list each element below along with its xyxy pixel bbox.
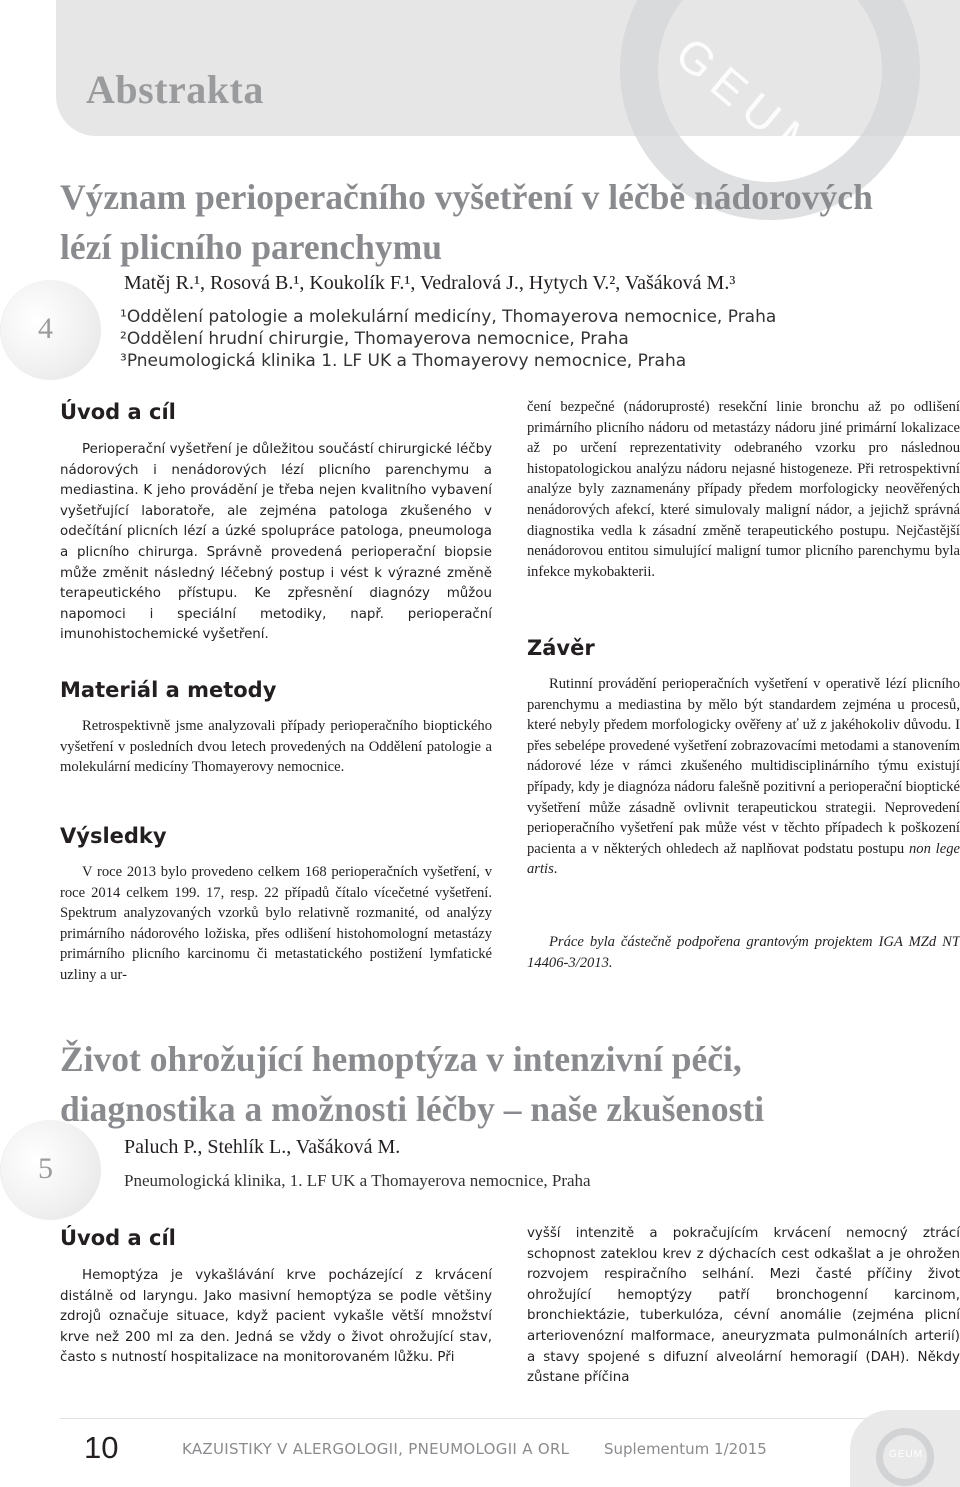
zaver-text: Rutinní provádění perioperačních vyšetření v operativě lézí plicního parenchymu a mediastina by mělo být standardem zejména u procesů, které nebyly předem morfologicky ověřeny ať už z jakéhokoliv důvodu. I přes sebelépe provedené vyšetření zobrazovacími metodami a stanovením nádorové léze v rámci zkušeného multidisciplinárního týmu existují případy, kdy je diagnóza nádoru falešně pozitivní a perioperační bioptické vyšetření může zásadně ovlivnit terapeutickou strategii. Neprovedení perioperačního vyšetření pak může vést v těchto případech k poškození pacienta a v některých ohledech až naplňovat podstatu postupu	[527, 676, 960, 857]
article-number: 4	[38, 312, 53, 345]
article-title-line1: Význam perioperačního vyšetření v léčbě nádorových	[60, 177, 873, 217]
section-heading-vysledky: Výsledky	[60, 824, 167, 848]
article-number-2: 5	[38, 1152, 53, 1185]
article-affiliations	[120, 306, 776, 372]
section-heading-zaver: Závěr	[527, 636, 595, 660]
affiliation-1: ¹Oddělení patologie a molekulární medicíny, Thomayerova nemocnice, Praha	[120, 307, 777, 327]
section-heading-uvod: Úvod a cíl	[60, 400, 176, 424]
article2-affiliation: Pneumologická klinika, 1. LF UK a Thomayerova nemocnice, Praha	[124, 1171, 591, 1190]
section-title: Abstrakta	[86, 67, 264, 112]
journal-name: KAZUISTIKY V ALERGOLOGII, PNEUMOLOGII A ORL	[182, 1440, 570, 1458]
article-title-line2: lézí plicního parenchymu	[60, 227, 442, 267]
affiliation-2: ²Oddělení hrudní chirurgie, Thomayerova nemocnice, Praha	[120, 329, 629, 349]
affiliation-3: ³Pneumologická klinika 1. LF UK a Thomayerovy nemocnice, Praha	[120, 351, 687, 371]
vysledky-continuation: čení bezpečné (nádoruprosté) resekční linie bronchu až po odlišení primárního plicního nádoru od metastázy nádoru jiné primární lokalizace až po určení reprezentativity odebraného vzorku pro následnou histopatologickou analýzu nádoru nejasné histogeneze. Při retrospektivní analýze byly zaznamenány případy předem morfologicky neověřených nenádorových afekcí, které simulovaly maligní nádor, a jejichž správná diagnostika vedla k zásadní změně terapeutického postupu. Nejčastější nenádorovou entitou simulující maligní tumor plicního parenchymu byla infekce mykobakterii.	[527, 399, 960, 580]
zaver-end: .	[553, 861, 558, 878]
article-authors: Matěj R.¹, Rosová B.¹, Koukolík F.¹, Vedralová J., Hytych V.², Vašáková M.³	[124, 272, 736, 294]
watermark-text: GEUM	[665, 26, 836, 182]
footer-divider	[60, 1418, 880, 1419]
zaver-italic: non lege artis	[527, 840, 960, 878]
vysledky-paragraph: V roce 2013 bylo provedeno celkem 168 perioperačních vyšetření, v roce 2014 celkem 199. 17, resp. 22 případů čítalo vícečetné vyšetření. Spektrum analyzovaných vzorků bylo relativně rozmanité, od analýzy primárního nádorového ložiska, přes odlišení histohomologní metastázy primárního plicního karcinomu či metastatického postižení lymfatické uzliny a ur-	[60, 864, 492, 983]
footer-logo-text: GEUM	[889, 1449, 923, 1460]
article2-uvod-continuation: vyšší intenzitě a pokračujícím krvácení nemocný ztrácí schopnost zateklou krev z dýchacích cest odkašlat a je ohrožen rozvojem respiračního selhání. Mezi časté příčiny život ohrožující hemoptýzy patří bronchogenní karcinom, bronchiektázie, tuberkulóza, cévní anomálie (zejména plicní arteriovenózní malformace, aneuryzmata pulmonálních arterií) a stavy spojené s difuzní alveolární hemoragií (DAH). Někdy zůstane příčina	[527, 1226, 960, 1386]
grant-note: Práce byla částečně podpořena grantovým projektem IGA MZd NT 14406-3/2013.	[527, 934, 960, 971]
uvod-paragraph: Perioperační vyšetření je důležitou součástí chirurgické léčby nádorových i nenádorových lézí plicního parenchymu a mediastina. K jeho provádění je třeba nejen kvalitního vybavení vyšetřující laboratoře, ale zejména patologa zkušeného v odečítání plicních lézí a úzké spolupráce patologa, pneumologa a plicního chirurga. Správně provedená perioperační biopsie může změnit následný léčebný postup i vést k výrazné změně terapeutického přístupu. Ke zpřesnění diagnózy můžou napomoci i speciální metodiky, např. perioperační imunohistochemické vyšetření.	[60, 442, 492, 643]
material-paragraph: Retrospektivně jsme analyzovali případy perioperačního bioptického vyšetření v posledních dvou letech provedených na Oddělení patologie a molekulární medicíny Thomayerovy nemocnice.	[60, 718, 492, 776]
section-heading-material: Materiál a metody	[60, 678, 277, 702]
article2-title-line2: diagnostika a možnosti léčby – naše zkušenosti	[60, 1089, 765, 1129]
article2-section-heading-uvod: Úvod a cíl	[60, 1226, 176, 1250]
supplement-label: Suplementum 1/2015	[604, 1440, 767, 1458]
article2-uvod-paragraph: Hemoptýza je vykašlávání krve pocházející z krvácení distálně od laryngu. Jako masivní hemoptýza se podle většiny zdrojů označuje situace, když pacient vykašle větší množství krve než 200 ml za den. Jedná se vždy o život ohrožující stav, často s nutností hospitalizace na monitorovaném lůžku. Při	[60, 1268, 492, 1366]
article2-title-line1: Život ohrožující hemoptýza v intenzivní péči,	[60, 1039, 742, 1079]
page-number: 10	[84, 1430, 119, 1465]
zaver-paragraph	[527, 674, 960, 880]
article2-authors: Paluch P., Stehlík L., Vašáková M.	[124, 1136, 401, 1158]
